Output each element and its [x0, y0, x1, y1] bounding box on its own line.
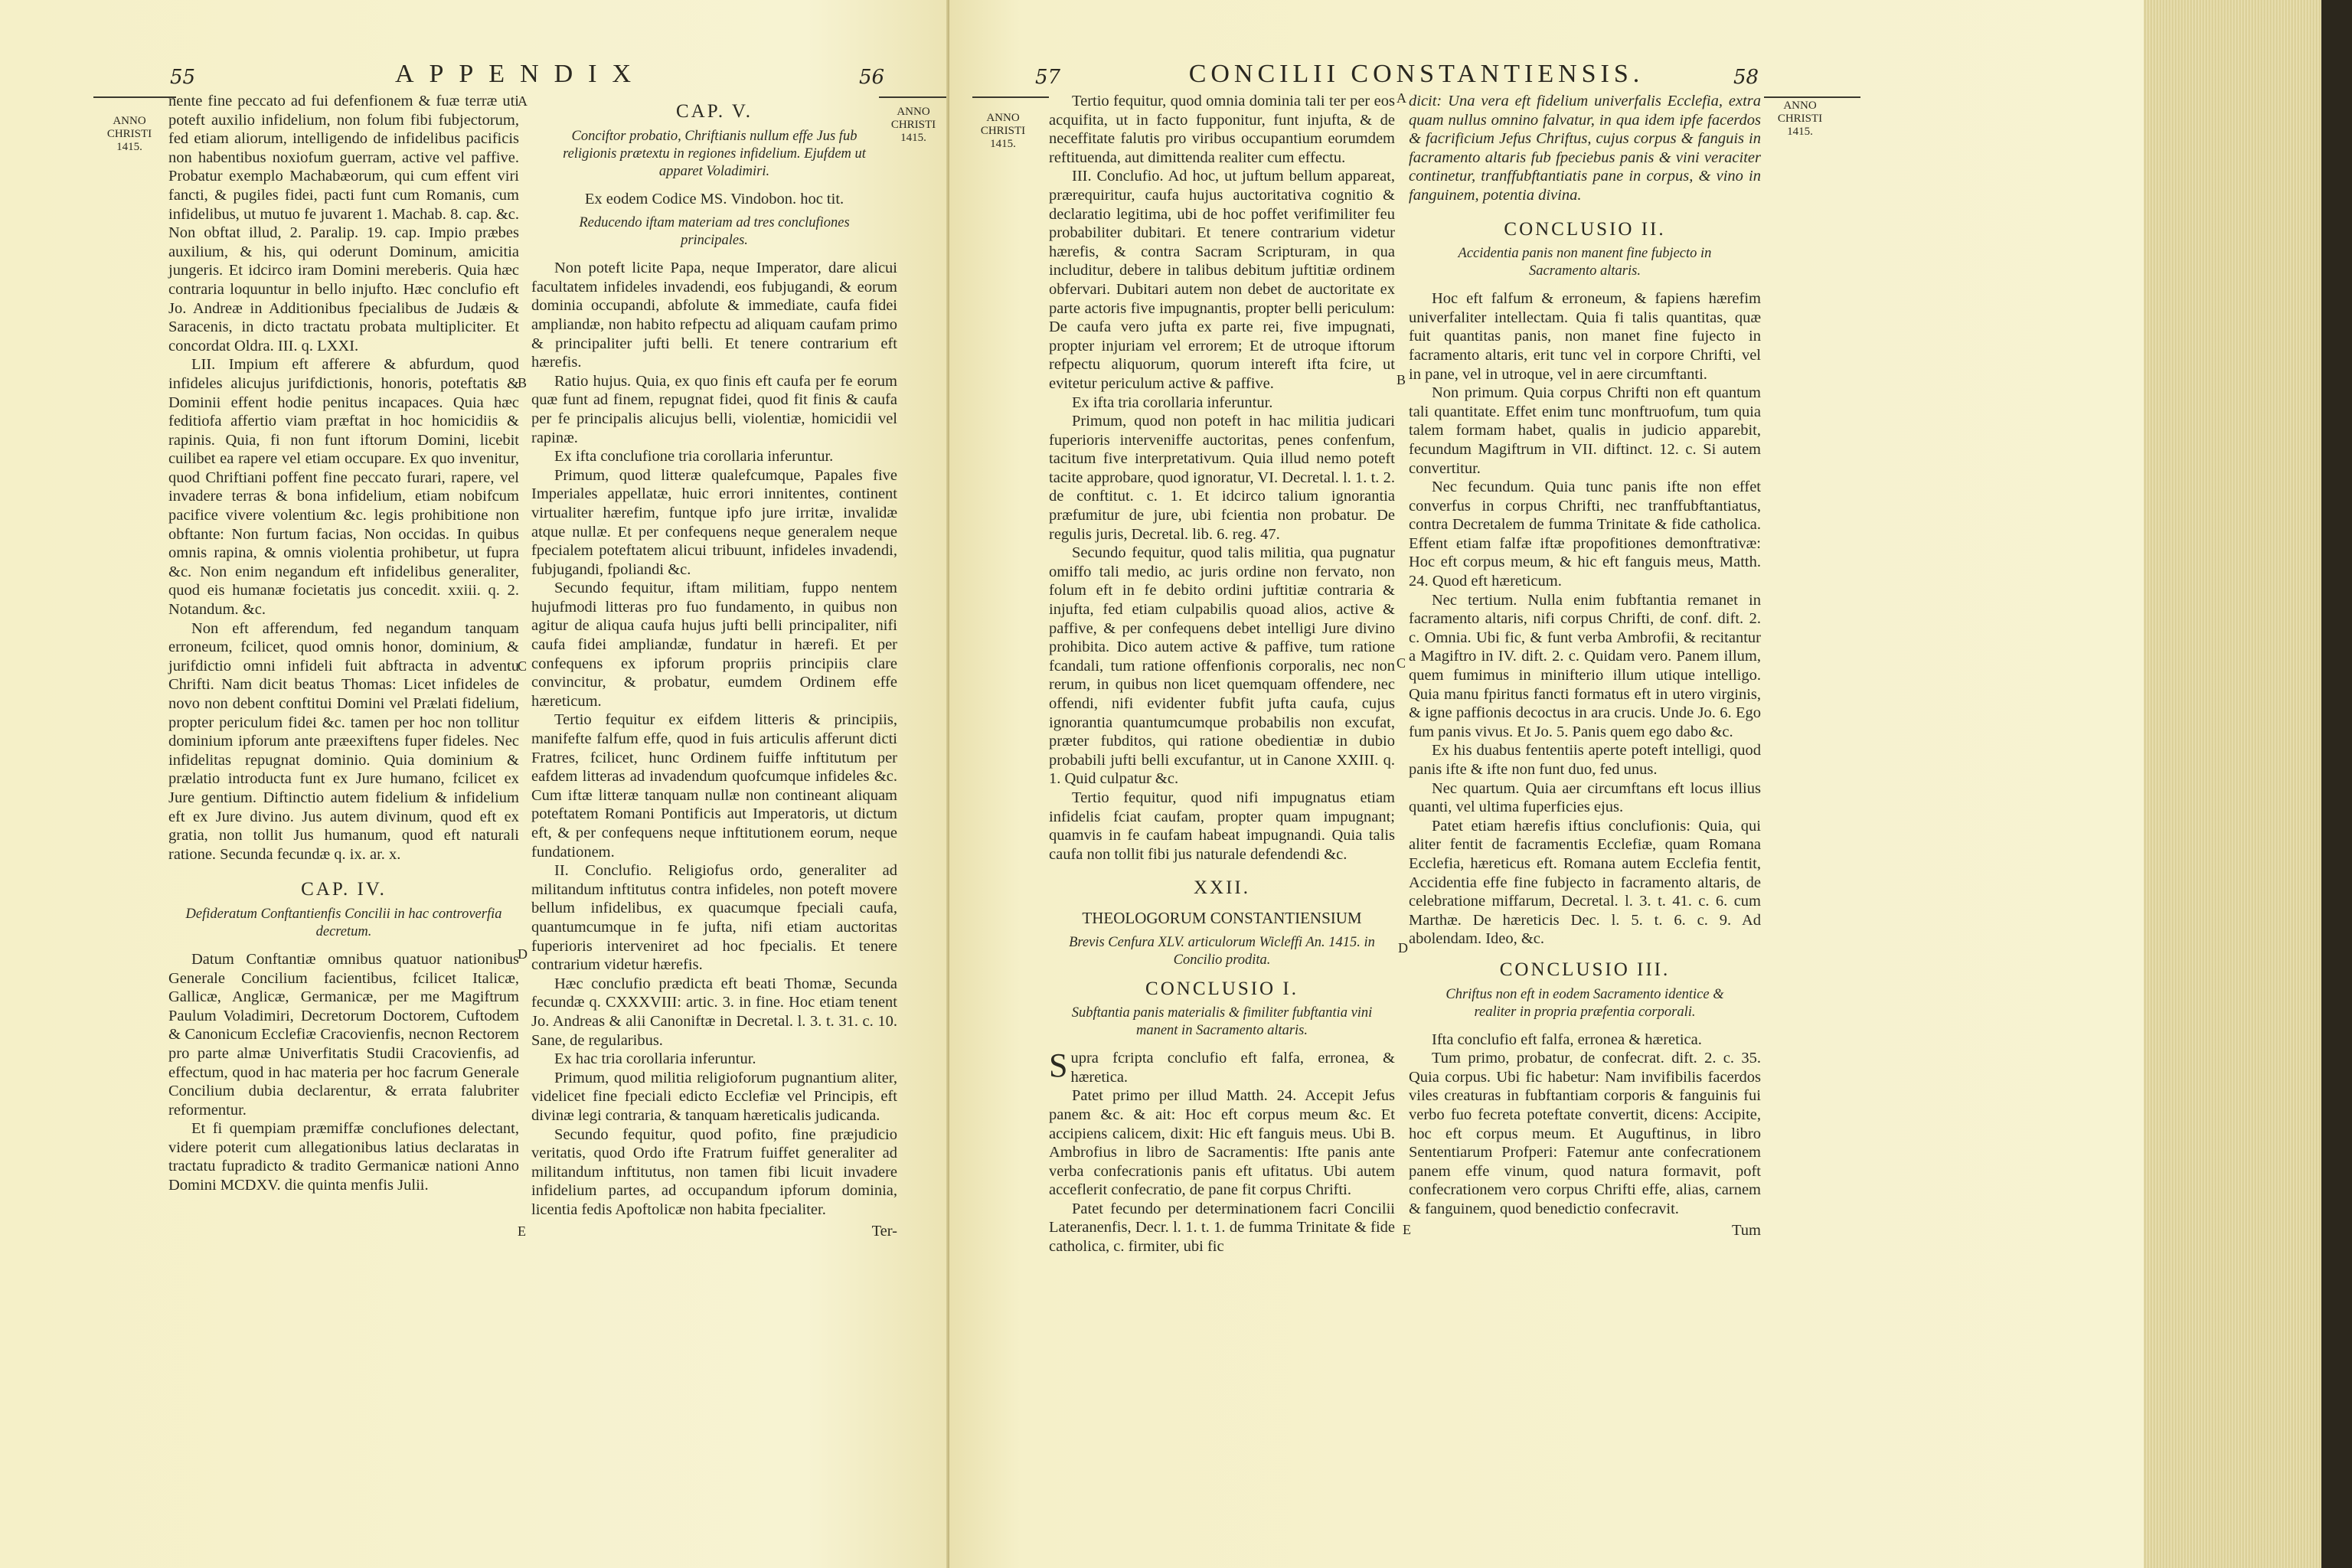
paragraph: Ex ifta tria corollaria inferuntur.	[1072, 394, 1273, 411]
left-column-1	[168, 92, 519, 1195]
section-letter: B	[1396, 372, 1406, 387]
conclusio-1-subtitle: Subftantia panis materialis & fimiliter fubftantia vini manent in Sacramento altaris.	[1071, 1005, 1373, 1039]
margin-rule-right	[1764, 96, 1860, 98]
catchword: Tum	[1732, 1222, 1761, 1240]
paragraph: Tertio fequitur, quod omnia dominia tali ter per eos acquifita, ut in facto fupponitur, funt injufta, & de neceffitate falutis pro viribus occupantium eorumdem reftituenda, aut dimittenda realiter cum effectu.	[1049, 93, 1395, 166]
section-letter: C	[1396, 655, 1406, 671]
section-letter: C	[518, 658, 528, 674]
paragraph: Primum, quod militia religioforum pugnantium aliter, videlicet fine fpeciali edicto Ecclefiæ vel Principis, eft divinæ legi contraria, & tanquam hæreticalis judicanda.	[531, 1069, 897, 1124]
paragraph: Secundo fequitur, quod talis militia, qua pugnatur omiffo tali medio, ac juris ordine non fervato, non folum eft in fe debito ordini juftitiæ contraria & injufta, fed etiam culpabilis quoad alios, active & paffive, & per confequens debet intelligi Jure divino prohibita. Dico autem active & paffive, tum ratione fcandali, tum ratione offenfionis corporalis, nec non rerum, in quibus non licet quemquam offendere, nec offendi, nifi evidenter fubfit jufta caufa, cujus ignorantia quantumcumque probabilis non excufat, præter fubditos, qui ratione obedientiæ in dubio probabili jufti belli excufantur, ut in Canone XXIII. q. 1. Quid culpatur &c.	[1049, 544, 1395, 788]
book-page-edges	[2144, 0, 2352, 1568]
section-letter: D	[1398, 940, 1408, 956]
paragraph: nente fine peccato ad fui defenfionem & fuæ terræ uti poteft auxilio infidelium, non folum fibi fubjectorum, fed etiam aliorum, intelligendo de infidelibus pacificis non habentibus noxiofum guerram, active vel paffive. Probatur exemplo Machabæorum, qui cum effent viri fancti, & pugiles fidei, pacti funt cum Romanis, cum infidelibus, ut mutuo fe juvarent 1. Machab. 8. cap. &c. Non obftat illud, 2. Paralip. 19. cap. Impio præbes auxilium, & his, qui oderunt Dominum, amicitia jungeris. Et idcirco iram Domini mereberis. Quia hæc contraria loquuntur in bello injufto. Hæc conclufio eft Jo. Andreæ in Additionibus fpecialibus de Judæis & Saracenis, in dicto tractatu probata multipliciter. Et concordat Oldra. III. q. LXXI.	[168, 93, 519, 354]
paragraph: Non poteft licite Papa, neque Imperator, dare alicui facultatem infideles invadendi, eos fubjugandi, & eorum dominia occupandi, abfolute & immediate, caufa fidei ampliandæ, non habito refpectu ad aliquam caufam primo & principaliter jufti belli. Et tenere contrarium eft hærefis.	[531, 260, 897, 371]
paragraph: Tum primo, probatur, de confecrat. dift. 2. c. 35. Quia corpus. Ubi fic habetur: Nam invifibilis facerdos viles creaturas in fubftantiam corporis & fanguinis fui verbo fuo fecreta poteftate convertit, dicens: Accipite, hoc eft corpus meum. Et Auguftinus, in libro Sententiarum Profperi: Fatemur ante confecrationem panem effe vinum, quod natura formavit, poft confecrationem vero corpus Chrifti effe, alias, carnem & fanguinem, quod benedictio confecravit.	[1409, 1050, 1761, 1217]
paragraph: Secundo fequitur, iftam militiam, fuppo nentem hujufmodi litteras pro fuo fundamento, in quibus non agitur de aliqua caufa hujus jufti belli principaliter, nifi caufa fidei ampliandæ, fundatur in hærefi. Et per confequens ex ipforum propriis principiis clare convincitur, & probatur, eumdem Ordinem effe hæreticum.	[531, 580, 897, 710]
section-letter: A	[518, 93, 528, 109]
section-subtitle: Brevis Cenfura XLV. articulorum Wicleffi An. 1415. in Concilio prodita.	[1069, 934, 1375, 968]
section-letter: B	[518, 375, 528, 390]
conclusio-2-heading: CONCLUSIO II.	[1504, 218, 1666, 240]
margin-rule-left	[972, 96, 1049, 98]
margin-note-anno-christi: ANNO CHRISTI 1415.	[980, 112, 1026, 150]
paragraph: Patet etiam hærefis iftius conclufionis: Quia, qui aliter fentit de facramentis Ecclefiæ, quam Romana Ecclefia, hæreticus eft. Romana autem Ecclefia fentit, Accidentia effe fine fubjecto in facramento altaris, de celebratione miffarum, Decretal. l. 3. t. 41. c. 6. cum Marthæ. De hæreticis Dec. l. 5. t. 6. c. 9. Ad abolendam. Ideo, &c.	[1409, 817, 1761, 948]
section-letter: E	[518, 1223, 526, 1239]
paragraph: Patet primo per illud Matth. 24. Accepit Jefus panem &c. & ait: Hoc eft corpus meum &c. Et accipiens calicem, dixit: Hic eft fanguis meus. Ubi B. Ambrofius in libro de Sacramentis: Ifte panis ante verba confecrationis panis eft ufitatus. Ubi autem acceflerit confecratio, de pane fit corpus Chrifti.	[1049, 1087, 1395, 1199]
right-column-2	[1409, 92, 1761, 1240]
margin-note-anno-christi-right: ANNO CHRISTI 1415.	[1777, 100, 1823, 138]
page-number-58: 58	[1733, 66, 1759, 89]
paragraph: Ex his duabus fententiis aperte poteft intelligi, quod panis ifte & ifte non funt duo, fed unus.	[1409, 742, 1761, 778]
margin-note-anno-christi: ANNO CHRISTI 1415.	[106, 115, 152, 153]
paragraph: Nec fecundum. Quia tunc panis ifte non effet converfus in corpus Chrifti, nec tranffubftantiatus, contra Decretalem de fumma Trinitate & fide catholica. Effent etiam falfæ iftæ propofitiones demonftrativæ: Hoc eft corpus meum, & hic eft fanguis meus, Matth. 24. Quod eft hæreticum.	[1409, 479, 1761, 590]
chapter-subtitle: Conciftor probatio, Chriftianis nullum effe Jus fub religionis prætextu in regiones infidelium. Ejufdem ut apparet Voladimiri.	[563, 128, 866, 179]
conclusio-1-heading: CONCLUSIO I.	[1145, 978, 1298, 999]
right-column-1	[1049, 92, 1395, 1256]
paragraph: Ifta conclufio eft falfa, erronea & hæretica.	[1432, 1031, 1702, 1048]
section-number: XXII.	[1193, 877, 1250, 899]
paragraph: Hæc conclufio prædicta eft beati Thomæ, Secunda fecundæ q. CXXXVIII: artic. 3. in fine. Hoc etiam tenent Jo. Andreas & alii Canoniftæ in Decretal. l. 3. t. 31. c. 10. Sane, de regularibus.	[531, 975, 897, 1049]
paragraph: Ex ifta conclufione tria corollaria inferuntur.	[554, 448, 834, 466]
chapter-heading: CAP. IV.	[301, 879, 387, 900]
paragraph: Hoc eft falfum & erroneum, & fapiens hærefim univerfaliter intellectam. Quia fi talis quantitas, quæ fuit quantitas panis, non manet fine fujecto in facramento altaris, erit tunc vel in corpore Chrifti, vel in pane, vel in utroque, vel in aere circumftanti.	[1409, 290, 1761, 383]
paragraph: Tertio fequitur, quod nifi impugnatus etiam infidelis fciat caufam, propter quam impugnant; quamvis in fe caufam habeat impugnandi. Quia talis caufa non tollit fibi jus naturale defendendi &c.	[1049, 789, 1395, 863]
conclusio-3-heading: CONCLUSIO III.	[1499, 959, 1671, 980]
paragraph: Nec quartum. Quia aer circumftans eft locus illius quanti, vel ultima fuperficies ejus.	[1409, 779, 1761, 816]
background-shadow	[2321, 0, 2352, 1568]
section-letter: E	[1403, 1222, 1411, 1237]
running-head-appendix: APPENDIX	[394, 60, 647, 88]
left-page	[0, 0, 949, 1568]
paragraph: Datum Conftantiæ omnibus quatuor nationibus Generale Concilium facientibus, fcilicet Italicæ, Gallicæ, Anglicæ, Germanicæ, per me Magiftrum Paulum Voladimiri, Decretorum Doctorem, Cuftodem & Canonicum Ecclefiæ Cracovienfis, necnon Rectorem pro parte almæ Univerfitatis Studii Cracovienfis, ad effectum, quod in hac materia per hoc facrum Generale Concilium dubia declarentur, & errata falubriter reformentur.	[168, 950, 519, 1119]
page-number-55: 55	[170, 66, 196, 89]
conclusio-2-subtitle: Accidentia panis non manent fine fubjecto in Sacramento altaris.	[1458, 246, 1712, 279]
catchword: Ter-	[871, 1223, 897, 1240]
section-letter: A	[1396, 90, 1406, 106]
paragraph: II. Conclufio. Religiofus ordo, generaliter ad militandum inftitutus contra infideles, non poteft movere bellum infidelibus, ex quacumque fpeciali caufa, quantumcumque in fe jufta, nifi etiam auctoritas fuperioris interveniret ad hoc fpecialis. Et tenere contrarium videtur hærefis.	[531, 862, 897, 974]
margin-rule-left	[93, 96, 176, 98]
codex-note: Ex eodem Codice MS. Vindobon. hoc tit.	[584, 190, 844, 207]
paragraph: Non eft afferendum, fed negandum tanquam erroneum, fcilicet, quod omnis honor, dominium, & jurifdictio omni infideli fuit abftracta in adventu Chrifti. Nam dicit beatus Thomas: Licet infideles de novo non debent conftitui Domini vel Prælati fidelium, propter periculum fidei &c. tamen per hoc non tollitur dominium ipforum ante præexiftens fuper fideles. Nec infidelitas repugnat dominio. Quia dominium & prælatio introducta funt ex Jure humano, fcilicet ex Jure gentium. Diftinctio autem fidelium & infidelium eft ex Jure divino. Jus autem divinum, quod eft ex gratia, non tollit Jus humanum, quod eft naturali ratione. Secunda fecundæ q. ix. ar. x.	[168, 619, 519, 863]
section-heading-theologorum: THEOLOGORUM CONSTANTIENSIUM	[1082, 908, 1362, 927]
conclusio-3-subtitle: Chriftus non eft in eodem Sacramento identice & realiter in propria præfentia corporali.	[1446, 986, 1724, 1020]
paragraph: Tertio fequitur ex eifdem litteris & principiis, manifefte falfum effe, quod in fuis articulis afferunt dicti Fratres, fcilicet, hunc Ordinem fuiffe inftitutum per eafdem litteras ad invadendum quofcumque infideles &c. Cum iftæ litteræ tanquam nullæ non contineant aliquam poteftatem Romani Pontificis aut Imperatoris, ut dictum eft, & per confequens neque inftitutionem eorum, neque fundationem.	[531, 711, 897, 861]
margin-note-anno-christi-right: ANNO CHRISTI 1415.	[890, 106, 936, 144]
paragraph: Primum, quod non poteft in hac militia judicari fuperioris interveniffe auctoritas, penes confenfum, tacitum five interpretativum. Quia illud nemo poteft tacite approbare, quod ignoratur, VI. Decretal. l. 1. t. 2. de conftitut. c. 1. Et idcirco talium ignorantia præfumitur de jure, ubi fcientia non probatur. De regulis juris, Decretal. lib. 6. reg. 47.	[1049, 413, 1395, 543]
running-head-concilii: CONCILII CONSTANTIENSIS.	[1188, 60, 1645, 88]
paragraph: Non primum. Quia corpus Chrifti non eft quantum tali quantitate. Effet enim tunc monftruofum, tum quia talem formam habet, qualis in judicio apparebit, fecundum Magiftrum in VII. diftinct. 12. c. Si autem convertitur.	[1409, 384, 1761, 477]
paragraph: III. Conclufio. Ad hoc, ut juftum bellum appareat, prærequiritur, caufa hujus auctoritativa cognitio & declaratio legitima, ubi de hoc poffet verifimiliter feu probabiliter dubitari. Et tenere contrarium videtur hærefis, & contra Sacram Scripturam, in qua includitur, debere in talibus debitum juftitiæ ordinem obfervari. Dubitari autem non debet de auctoritate ex parte actoris five impugnantis, propter belli periculum: De caufa vero jufta ex parte rei, five impugnati, propter injuriam vel errorem; Et de utroque iftorum refpectu aliquorum, quorum intereft ifta fcire, ut evitetur periculum active & paffive.	[1049, 168, 1395, 392]
page-number-56: 56	[859, 66, 885, 89]
paragraph: Et fi quempiam præmiffæ conclufiones delectant, videre poterit cum allegationibus latius declaratas in tractatu fupradicto & tradito Germanicæ nationi Anno Domini MCDXV. die quinta menfis Julii.	[168, 1120, 519, 1194]
paragraph: LII. Impium eft afferere & abfurdum, quod infideles alicujus jurifdictionis, honoris, poteftatis & Dominii effent hodie penitus incapaces. Quia hæc feditiofa affertio viam præftat in hoc homicidiis & rapinis. Quia, fi non funt iftorum Domini, licebit cuilibet ea rapere vel etiam occupare. Ex quo invenitur, quod Chriftiani poffent fine peccato furari, rapere, vel invadere terras & bona infidelium, etiam nobifcum pacifice vivere volentium &c. legis prohibitione non obftante: Non furtum facias, Non occidas. In quibus omnis rapina, & omnis violentia prohibetur, ut fupra &c. Non enim negandum eft infidelibus generaliter, quod eis humanæ focietatis jus concedit. xxiii. q. 2. Notandum. &c.	[168, 356, 519, 619]
chapter-subtitle-2: Reducendo iftam materiam ad tres conclufiones principales.	[579, 215, 850, 249]
paragraph: dicit: Una vera eft fidelium univerfalis Ecclefia, extra quam nullus omnino falvatur, in qua idem ipfe facerdos & facrificium Jefus Chriftus, cujus corpus & fanguis in facramento altaris fub fpeciebus panis & vini veraciter continetur, tranffubftantiatis pane in corpus, & vino in fanguinem, potentia divina.	[1409, 93, 1761, 204]
paragraph: Primum, quod litteræ qualefcumque, Papales five Imperiales appellatæ, huic errori innitentes, continent virtualiter hærefim, funtque ipfo jure irritæ, invalidæ atque nullæ. Et per confequens neque generalem neque fpecialem poteftatem alicui tribuunt, infideles invadendi, fubjugandi, fpoliandi &c.	[531, 466, 897, 578]
left-column-2	[531, 92, 897, 1241]
paragraph: Ex hac tria corollaria inferuntur.	[554, 1050, 756, 1068]
paragraph: Supra fcripta conclufio eft falfa, erronea, & hæretica.	[1049, 1047, 1395, 1086]
chapter-subtitle: Defideratum Conftantienfis Concilii in hac controverfia decretum.	[185, 906, 502, 939]
section-letter: D	[518, 946, 528, 962]
right-page	[949, 0, 2144, 1568]
paragraph: Ratio hujus. Quia, ex quo finis eft caufa per fe eorum quæ funt ad finem, repugnat fidei, quod fit finis & caufa per fe principalis alicujus belli, violentiæ, homicidii vel rapinæ.	[531, 372, 897, 446]
page-number-57: 57	[1035, 66, 1061, 89]
paragraph: Patet fecundo per determinationem facri Concilii Lateranenfis, Decr. l. 1. t. 1. de fumma Trinitate & fide catholica, c. firmiter, ubi fic	[1049, 1200, 1395, 1256]
paragraph: Nec tertium. Nulla enim fubftantia remanet in facramento altaris, nifi corpus Chrifti, de conf. dift. 2. c. Omnia. Ubi fic, & funt verba Ambrofii, & recitantur a Magiftro in IV. dift. 2. c. Quidam vero. Panem illum, quem fumimus in minifterio illum utique intelligo. Quia manu fpiritus fancti formatus eft in utero virginis, & igne paffionis decoctus in ara crucis. Unde Jo. 6. Ego fum panis vivus. Et Jo. 5. Panis quem ego dabo &c.	[1409, 591, 1761, 740]
paragraph: Secundo fequitur, quod pofito, fine præjudicio veritatis, quod Ordo ifte Fratrum fuiffet generaliter ad militandum inftitutus, non tamen fibi licuit invadere infidelium partes, ad occupandum ipforum dominia, licentia fedis Apoftolicæ non habita fpecialiter.	[531, 1125, 897, 1218]
chapter-heading: CAP. V.	[676, 101, 753, 122]
